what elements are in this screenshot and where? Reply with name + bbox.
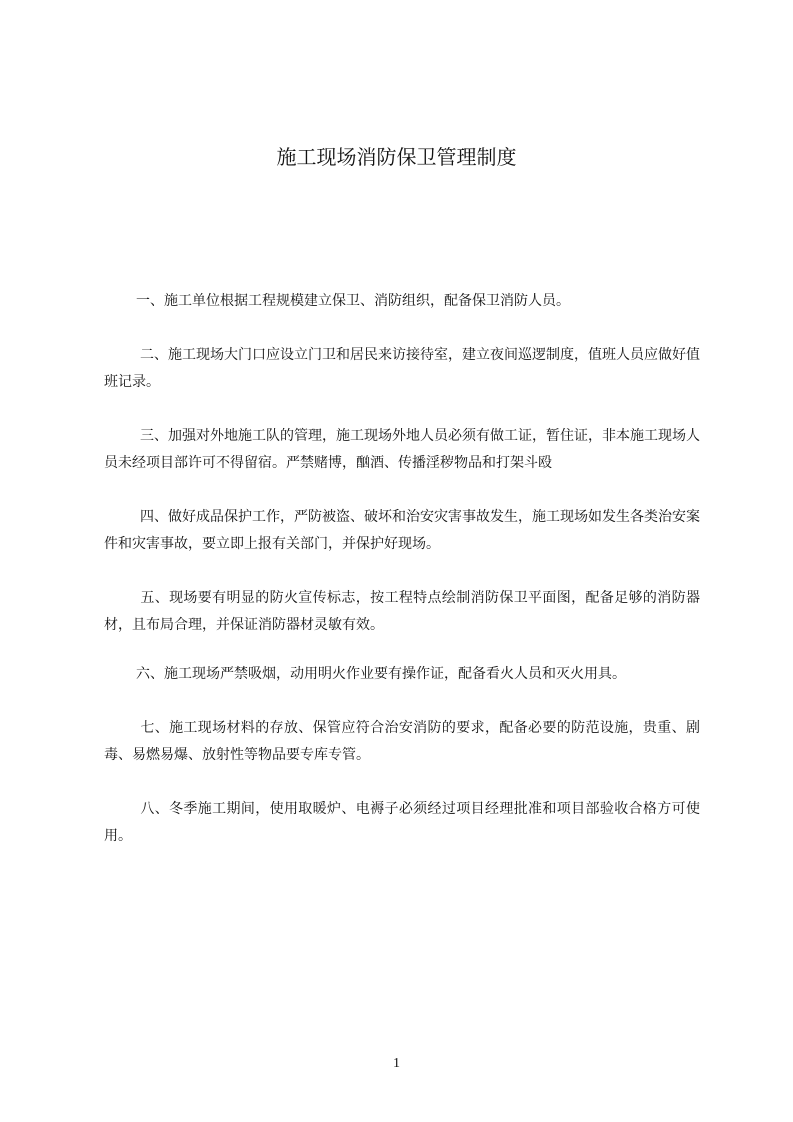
clause-3: 三、加强对外地施工队的管理，施工现场外地人员必须有做工证，暂住证，非本施工现场人员未经项目部许可不得留宿。严禁赌博，酗酒、传播淫秽物品和打架斗殴	[104, 428, 700, 471]
clause-6: 六、施工现场严禁吸烟，动用明火作业要有操作证，配备看火人员和灭火用具。	[136, 666, 626, 682]
clause-2: 二、施工现场大门口应设立门卫和居民来访接待室，建立夜间巡逻制度，值班人员应做好值班记录。	[104, 347, 700, 390]
clause-8: 八、冬季施工期间，使用取暖炉、电褥子必须经过项目经理批准和项目部验收合格方可使用。	[104, 801, 700, 844]
clause-1: 一、施工单位根据工程规模建立保卫、消防组织，配备保卫消防人员。	[136, 293, 570, 309]
page-number: 1	[393, 1056, 400, 1071]
document-title: 施工现场消防保卫管理制度	[276, 145, 517, 169]
clause-4: 四、做好成品保护工作，严防被盗、破坏和治安灾害事故发生，施工现场如发生各类治安案件和灾害事故，要立即上报有关部门，并保护好现场。	[104, 509, 700, 552]
clause-5: 五、现场要有明显的防火宣传标志，按工程特点绘制消防保卫平面图，配备足够的消防器材，且布局合理，并保证消防器材灵敏有效。	[104, 590, 700, 633]
clause-7: 七、施工现场材料的存放、保管应符合治安消防的要求，配备必要的防范设施，贵重、剧毒、易燃易爆、放射性等物品要专库专管。	[104, 720, 700, 763]
